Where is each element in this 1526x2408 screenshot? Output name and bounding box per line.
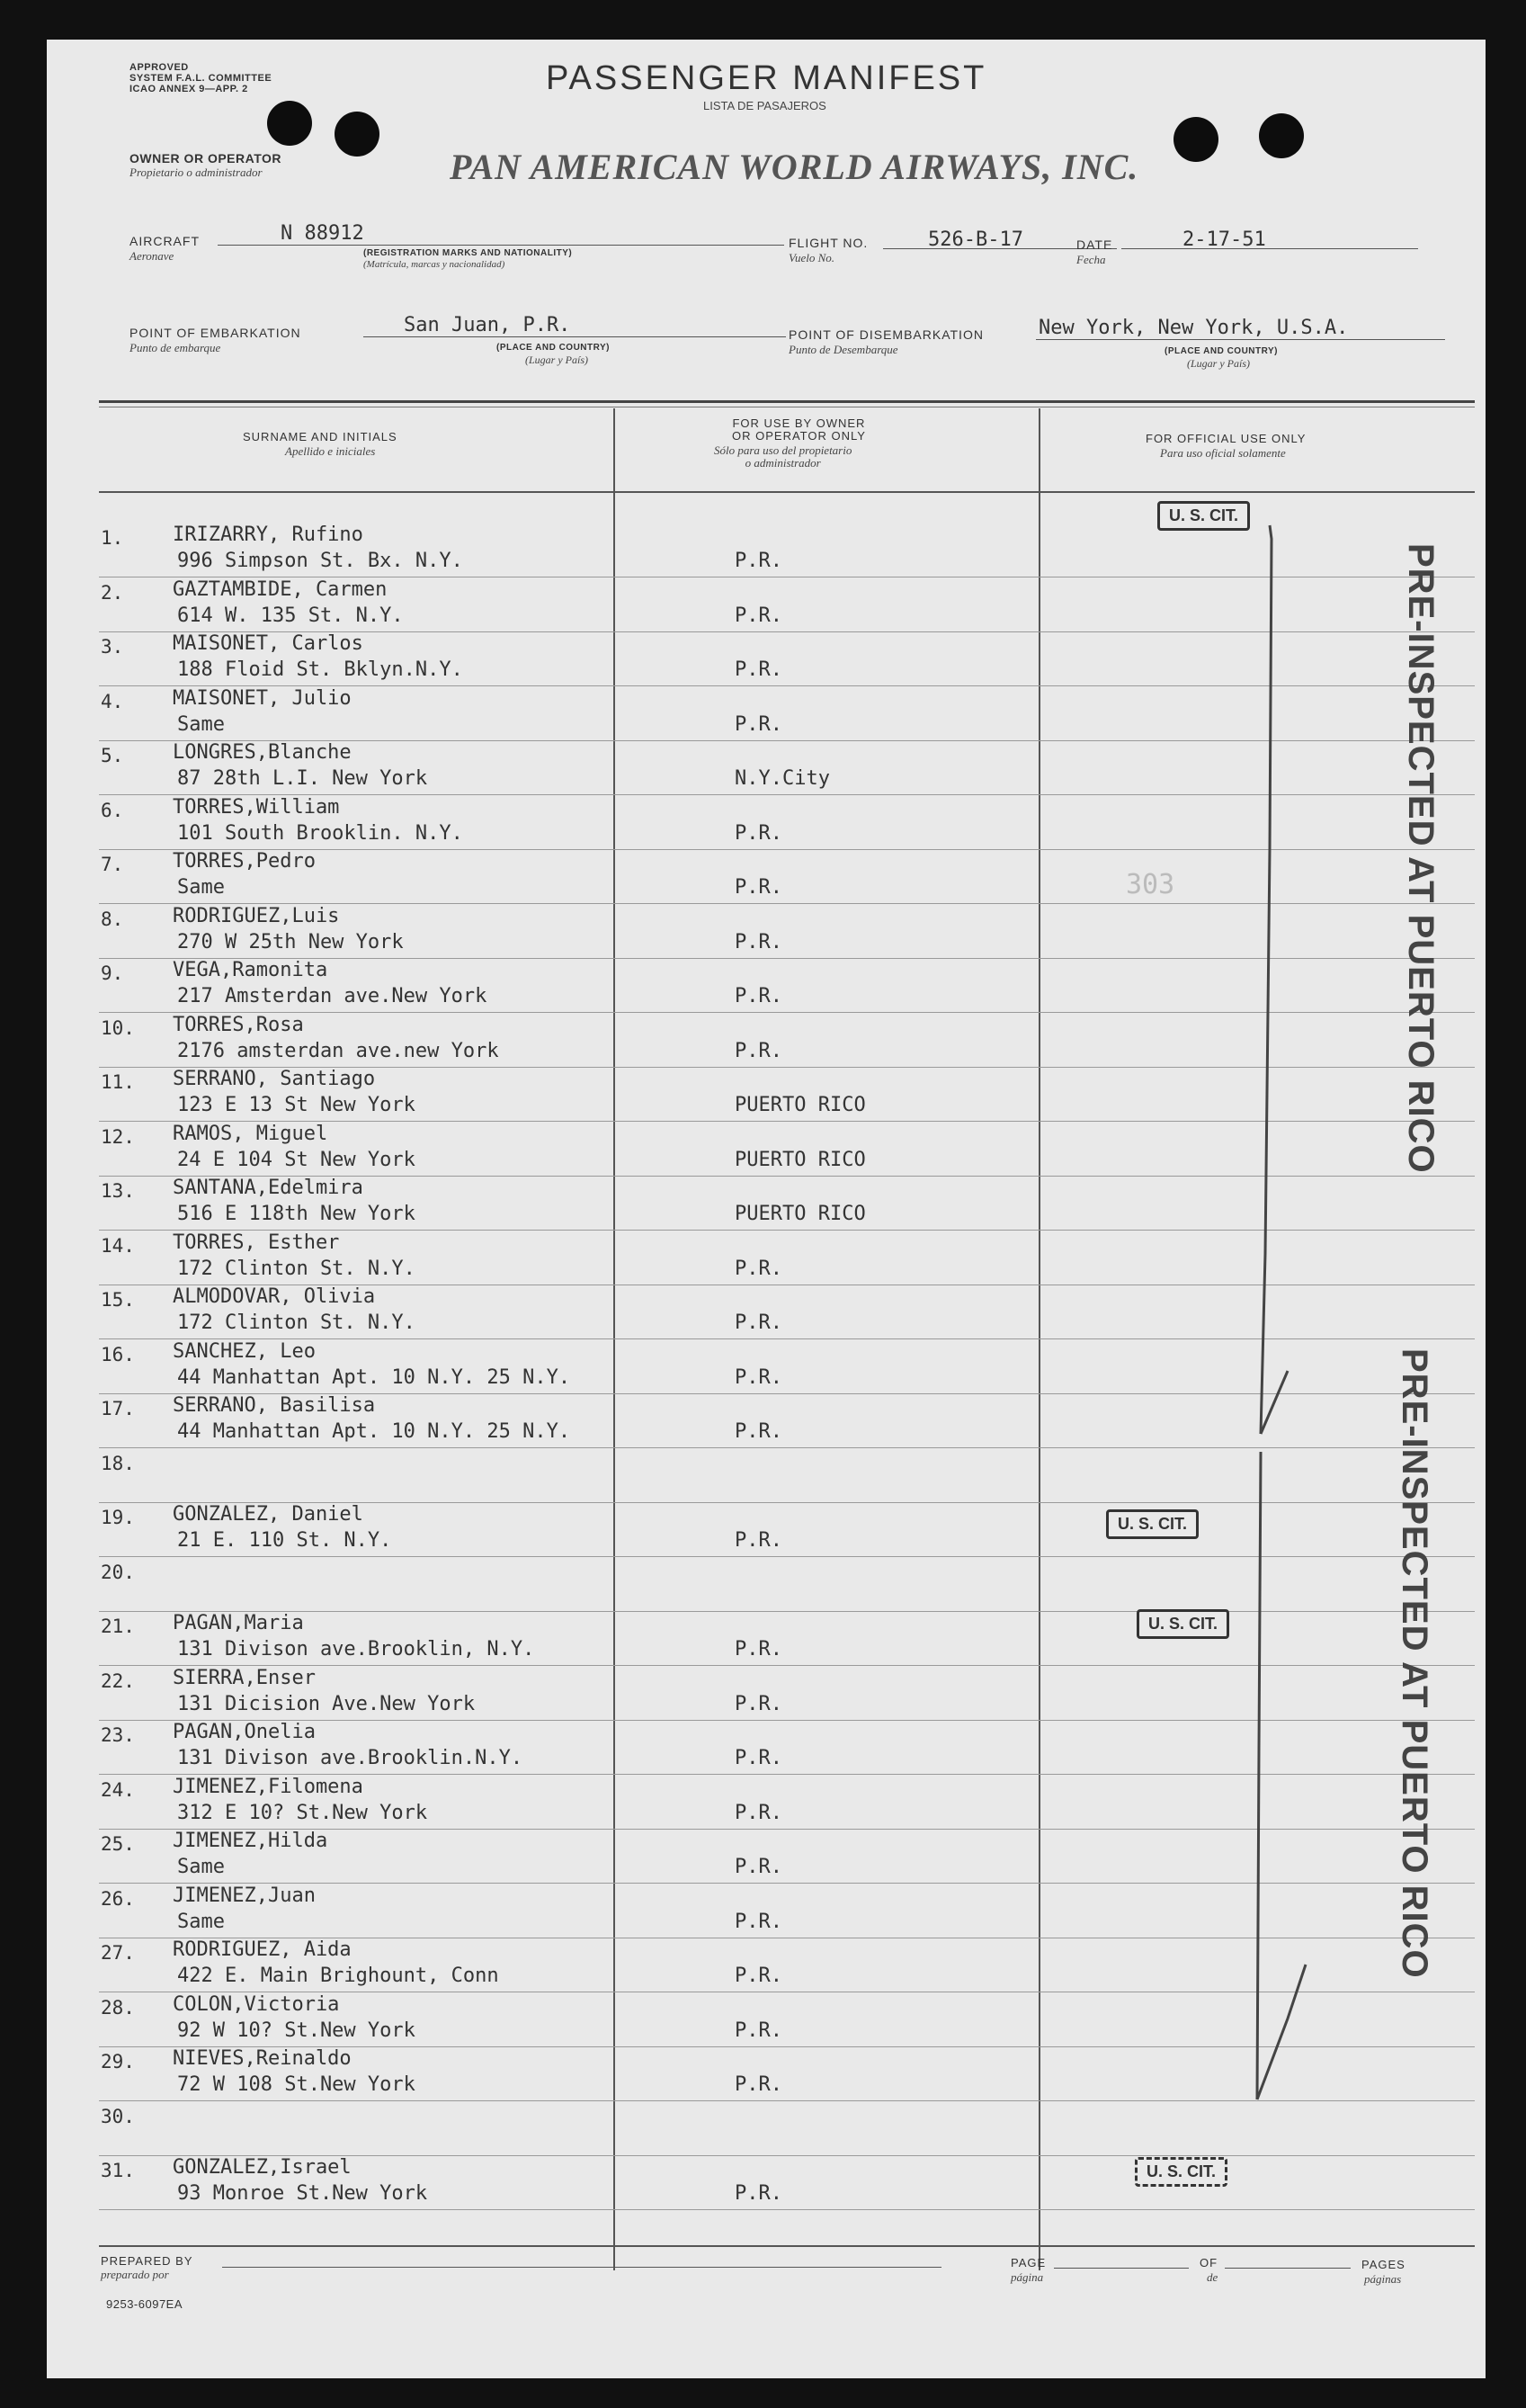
row-number: 28. xyxy=(101,1996,135,2019)
passenger-name: TORRES,Pedro xyxy=(173,850,316,873)
passenger-name: GONZALEZ, Daniel xyxy=(173,1503,363,1526)
date-label-es: Fecha xyxy=(1076,253,1106,266)
punch-hole xyxy=(1174,117,1218,162)
of-line xyxy=(1225,2268,1351,2269)
owner-use-value: P.R. xyxy=(735,604,782,627)
row-number: 1. xyxy=(101,527,124,549)
passenger-name: SIERRA,Enser xyxy=(173,1666,316,1689)
embark-label-es: Punto de embarque xyxy=(129,341,221,354)
place-note: (PLACE AND COUNTRY) xyxy=(496,343,610,353)
us-cit-stamp: U. S. CIT. xyxy=(1135,2157,1227,2187)
row-number: 20. xyxy=(101,1561,135,1583)
disembark-value: New York, New York, U.S.A. xyxy=(1039,317,1349,339)
prepared-by-line xyxy=(222,2267,941,2268)
pages-label: PAGES xyxy=(1361,2258,1406,2271)
row-number: 17. xyxy=(101,1398,135,1419)
passenger-name: TORRES,Rosa xyxy=(173,1013,304,1036)
row-number: 11. xyxy=(101,1071,135,1093)
owner-use-value: N.Y.City xyxy=(735,767,830,790)
page-line xyxy=(1054,2268,1189,2269)
owner-use-value: P.R. xyxy=(735,930,782,953)
page-label-es: página xyxy=(1011,2270,1044,2284)
approval-line: SYSTEM F.A.L. COMMITTEE xyxy=(129,73,272,84)
owner-use-value: P.R. xyxy=(735,1638,782,1661)
passenger-name: VEGA,Ramonita xyxy=(173,959,328,981)
row-number: 12. xyxy=(101,1125,135,1148)
owner-use-value: P.R. xyxy=(735,1039,782,1062)
table-top-rule xyxy=(99,400,1475,403)
passenger-address: 270 W 25th New York xyxy=(177,930,404,953)
passenger-name: SANTANA,Edelmira xyxy=(173,1177,363,1199)
owner-use-value: PUERTO RICO xyxy=(735,1203,866,1225)
passenger-name: RODRIGUEZ, Aida xyxy=(173,1938,352,1961)
row-number: 27. xyxy=(101,1942,135,1964)
row-number: 2. xyxy=(101,581,124,604)
us-cit-stamp: U. S. CIT. xyxy=(1157,501,1250,531)
flight-no-value: 526-B-17 xyxy=(928,228,1023,251)
row-number: 3. xyxy=(101,636,124,658)
passenger-address: 996 Simpson St. Bx. N.Y. xyxy=(177,550,463,572)
disembark-underline xyxy=(1036,339,1445,340)
owner-use-value: P.R. xyxy=(735,876,782,899)
passenger-address: 172 Clinton St. N.Y. xyxy=(177,1257,415,1280)
passenger-name: GAZTAMBIDE, Carmen xyxy=(173,577,388,601)
row-number: 19. xyxy=(101,1507,135,1528)
owner-use-value: P.R. xyxy=(735,550,782,572)
date-label: DATE xyxy=(1076,237,1113,252)
row-number: 22. xyxy=(101,1669,135,1692)
aircraft-value: N 88912 xyxy=(281,222,364,245)
row-number: 13. xyxy=(101,1180,135,1202)
col-owner-line: OR OPERATOR ONLY xyxy=(732,429,866,443)
owner-use-value: P.R. xyxy=(735,1311,782,1334)
passenger-address: Same xyxy=(177,876,225,899)
owner-use-value: P.R. xyxy=(735,1747,782,1769)
passenger-name: LONGRES,Blanche xyxy=(173,741,352,764)
row-number: 23. xyxy=(101,1724,135,1746)
owner-use-value: P.R. xyxy=(735,1910,782,1933)
passenger-name: PAGAN,Onelia xyxy=(173,1721,316,1743)
aircraft-label: AIRCRAFT xyxy=(129,234,200,248)
col-owner-es-line: o administrador xyxy=(745,456,821,470)
passenger-name: RAMOS, Miguel xyxy=(173,1122,328,1145)
page-subtitle: LISTA DE PASAJEROS xyxy=(703,99,826,112)
row-number: 30. xyxy=(101,2105,135,2127)
col-owner-line: FOR USE BY OWNER xyxy=(732,416,866,430)
passenger-name: JIMENEZ,Filomena xyxy=(173,1775,363,1798)
row-number: 5. xyxy=(101,745,124,766)
passenger-address: Same xyxy=(177,1910,225,1933)
passenger-name: SERRANO, Basilisa xyxy=(173,1394,376,1417)
passenger-address: 72 W 108 St.New York xyxy=(177,2073,415,2096)
row-number: 7. xyxy=(101,854,124,875)
flight-no-label: FLIGHT NO. xyxy=(789,236,869,250)
owner-use-value: P.R. xyxy=(735,1856,782,1878)
owner-use-value: P.R. xyxy=(735,821,782,845)
col-surname-es: Apellido e iniciales xyxy=(285,444,376,458)
row-number: 24. xyxy=(101,1778,135,1801)
prepared-by-label-es: preparado por xyxy=(101,2268,169,2281)
passenger-name: SANCHEZ, Leo xyxy=(173,1339,316,1363)
owner-use-value: P.R. xyxy=(735,2182,782,2205)
passenger-address: 44 Manhattan Apt. 10 N.Y. 25 N.Y. xyxy=(177,1420,571,1443)
row-number: 8. xyxy=(101,908,124,930)
passenger-name: ALMODOVAR, Olivia xyxy=(173,1285,376,1308)
preinspected-stamp: PRE-INSPECTED AT PUERTO RICO xyxy=(1395,1348,1434,1979)
embark-value: San Juan, P.R. xyxy=(404,314,571,336)
passenger-name: TORRES, Esther xyxy=(173,1231,340,1254)
us-cit-stamp: U. S. CIT. xyxy=(1106,1509,1199,1539)
approval-line: ICAO ANNEX 9—APP. 2 xyxy=(129,84,248,94)
passenger-name: JIMENEZ,Juan xyxy=(173,1884,316,1907)
passenger-name: COLON,Victoria xyxy=(173,1992,340,2016)
passenger-name: IRIZARRY, Rufino xyxy=(173,524,363,546)
of-label: OF xyxy=(1200,2256,1218,2269)
approval-line: APPROVED xyxy=(129,62,189,73)
pages-label-es: páginas xyxy=(1364,2272,1402,2286)
owner-use-value: P.R. xyxy=(735,2019,782,2042)
owner-label: OWNER OR OPERATOR xyxy=(129,151,281,166)
prepared-by-label: PREPARED BY xyxy=(101,2254,193,2268)
row-number: 16. xyxy=(101,1343,135,1365)
owner-use-value: P.R. xyxy=(735,712,782,736)
passenger-address: 24 E 104 St New York xyxy=(177,1148,415,1171)
passenger-address: 87 28th L.I. New York xyxy=(177,767,428,790)
row-number: 31. xyxy=(101,2160,135,2181)
passenger-address: 21 E. 110 St. N.Y. xyxy=(177,1529,392,1552)
row-number: 21. xyxy=(101,1616,135,1637)
passenger-address: 2176 amsterdan ave.new York xyxy=(177,1039,499,1062)
us-cit-stamp: U. S. CIT. xyxy=(1137,1609,1229,1639)
aircraft-label-es: Aeronave xyxy=(129,249,174,263)
col-owner-use-es xyxy=(714,444,852,470)
owner-use-value: PUERTO RICO xyxy=(735,1094,866,1116)
row-number: 10. xyxy=(101,1016,135,1039)
manifest-sheet xyxy=(47,40,1486,2378)
passenger-name: PAGAN,Maria xyxy=(173,1612,304,1634)
disembark-label-es: Punto de Desembarque xyxy=(789,343,898,356)
owner-use-value: P.R. xyxy=(735,1965,782,1987)
embark-label: POINT OF EMBARKATION xyxy=(129,326,301,340)
passenger-name: TORRES,William xyxy=(173,795,340,819)
embark-underline xyxy=(363,336,786,337)
passenger-name: SERRANO, Santiago xyxy=(173,1068,376,1090)
owner-use-value: PUERTO RICO xyxy=(735,1148,866,1171)
disembark-label: POINT OF DISEMBARKATION xyxy=(789,327,984,342)
date-value: 2-17-51 xyxy=(1182,228,1266,251)
punch-hole xyxy=(1259,113,1304,158)
passenger-address: 614 W. 135 St. N.Y. xyxy=(177,604,404,627)
owner-use-value: P.R. xyxy=(735,1257,782,1280)
owner-use-value: P.R. xyxy=(735,1692,782,1715)
registration-note: (REGISTRATION MARKS AND NATIONALITY) xyxy=(363,248,573,258)
owner-use-value: P.R. xyxy=(735,1365,782,1389)
page-title: PASSENGER MANIFEST xyxy=(546,59,987,97)
passenger-name: JIMENEZ,Hilda xyxy=(173,1830,328,1852)
passenger-address: 92 W 10? St.New York xyxy=(177,2019,415,2042)
registration-note-es: (Matrícula, marcas y nacionalidad) xyxy=(363,259,505,270)
row-number: 9. xyxy=(101,962,124,984)
passenger-address: Same xyxy=(177,1856,225,1878)
preinspected-stamp: PRE-INSPECTED AT PUERTO RICO xyxy=(1401,543,1441,1174)
of-label-es: de xyxy=(1207,2270,1218,2284)
owner-use-value: P.R. xyxy=(735,985,782,1007)
passenger-address: 44 Manhattan Apt. 10 N.Y. 25 N.Y. xyxy=(177,1365,571,1389)
passenger-address: 422 E. Main Brighount, Conn xyxy=(177,1965,499,1987)
col-owner-es-line: Sólo para uso del propietario xyxy=(714,443,852,457)
passenger-address: 131 Divison ave.Brooklin.N.Y. xyxy=(177,1747,523,1769)
owner-use-value: P.R. xyxy=(735,658,782,681)
col-surname: SURNAME AND INITIALS xyxy=(243,430,397,443)
passenger-address: 93 Monroe St.New York xyxy=(177,2182,428,2205)
owner-use-value: P.R. xyxy=(735,1420,782,1443)
row-number: 15. xyxy=(101,1289,135,1311)
owner-use-value: P.R. xyxy=(735,1801,782,1824)
approval-note xyxy=(129,62,272,94)
owner-use-value: P.R. xyxy=(735,2073,782,2096)
aircraft-underline xyxy=(218,245,784,246)
passenger-name: MAISONET, Carlos xyxy=(173,632,363,655)
row-number: 4. xyxy=(101,690,124,712)
owner-label-es: Propietario o administrador xyxy=(129,166,263,179)
punch-hole xyxy=(335,112,379,157)
col-official-es: Para uso oficial solamente xyxy=(1160,446,1286,460)
row-number: 29. xyxy=(101,2051,135,2072)
passenger-address: 101 South Brooklin. N.Y. xyxy=(177,821,463,845)
verification-marks xyxy=(1045,489,1423,2252)
passenger-address: 188 Floid St. Bklyn.N.Y. xyxy=(177,658,463,681)
page-label: PAGE xyxy=(1011,2256,1047,2269)
row-number: 25. xyxy=(101,1833,135,1855)
flight-no-label-es: Vuelo No. xyxy=(789,251,835,264)
passenger-address: 217 Amsterdan ave.New York xyxy=(177,985,487,1007)
passenger-address: 131 Dicision Ave.New York xyxy=(177,1692,476,1715)
row-number: 6. xyxy=(101,799,124,821)
col-official: FOR OFFICIAL USE ONLY xyxy=(1146,432,1307,445)
passenger-address: Same xyxy=(177,712,225,736)
passenger-name: MAISONET, Julio xyxy=(173,686,352,710)
place-note-es: (Lugar y País) xyxy=(525,354,588,366)
faded-number: 303 xyxy=(1126,869,1175,900)
passenger-address: 516 E 118th New York xyxy=(177,1203,415,1225)
form-code: 9253-6097EA xyxy=(106,2297,183,2311)
passenger-address: 312 E 10? St.New York xyxy=(177,1801,428,1824)
row-number: 18. xyxy=(101,1452,135,1474)
owner-use-value: P.R. xyxy=(735,1529,782,1552)
passenger-name: NIEVES,Reinaldo xyxy=(173,2047,352,2070)
row-number: 14. xyxy=(101,1234,135,1257)
row-number: 26. xyxy=(101,1887,135,1910)
passenger-address: 123 E 13 St New York xyxy=(177,1094,415,1116)
passenger-address: 131 Divison ave.Brooklin, N.Y. xyxy=(177,1638,535,1661)
date-underline xyxy=(1121,248,1418,249)
col-owner-use xyxy=(732,417,866,443)
place-note-2: (PLACE AND COUNTRY) xyxy=(1165,346,1278,356)
place-note-es-2: (Lugar y País) xyxy=(1187,357,1250,370)
passenger-address: 172 Clinton St. N.Y. xyxy=(177,1311,415,1334)
airline-name: PAN AMERICAN WORLD AIRWAYS, INC. xyxy=(450,147,1139,187)
footer-rule xyxy=(99,2245,1475,2247)
passenger-name: RODRIGUEZ,Luis xyxy=(173,904,340,927)
passenger-name: GONZALEZ,Israel xyxy=(173,2156,352,2179)
punch-hole xyxy=(267,101,312,146)
